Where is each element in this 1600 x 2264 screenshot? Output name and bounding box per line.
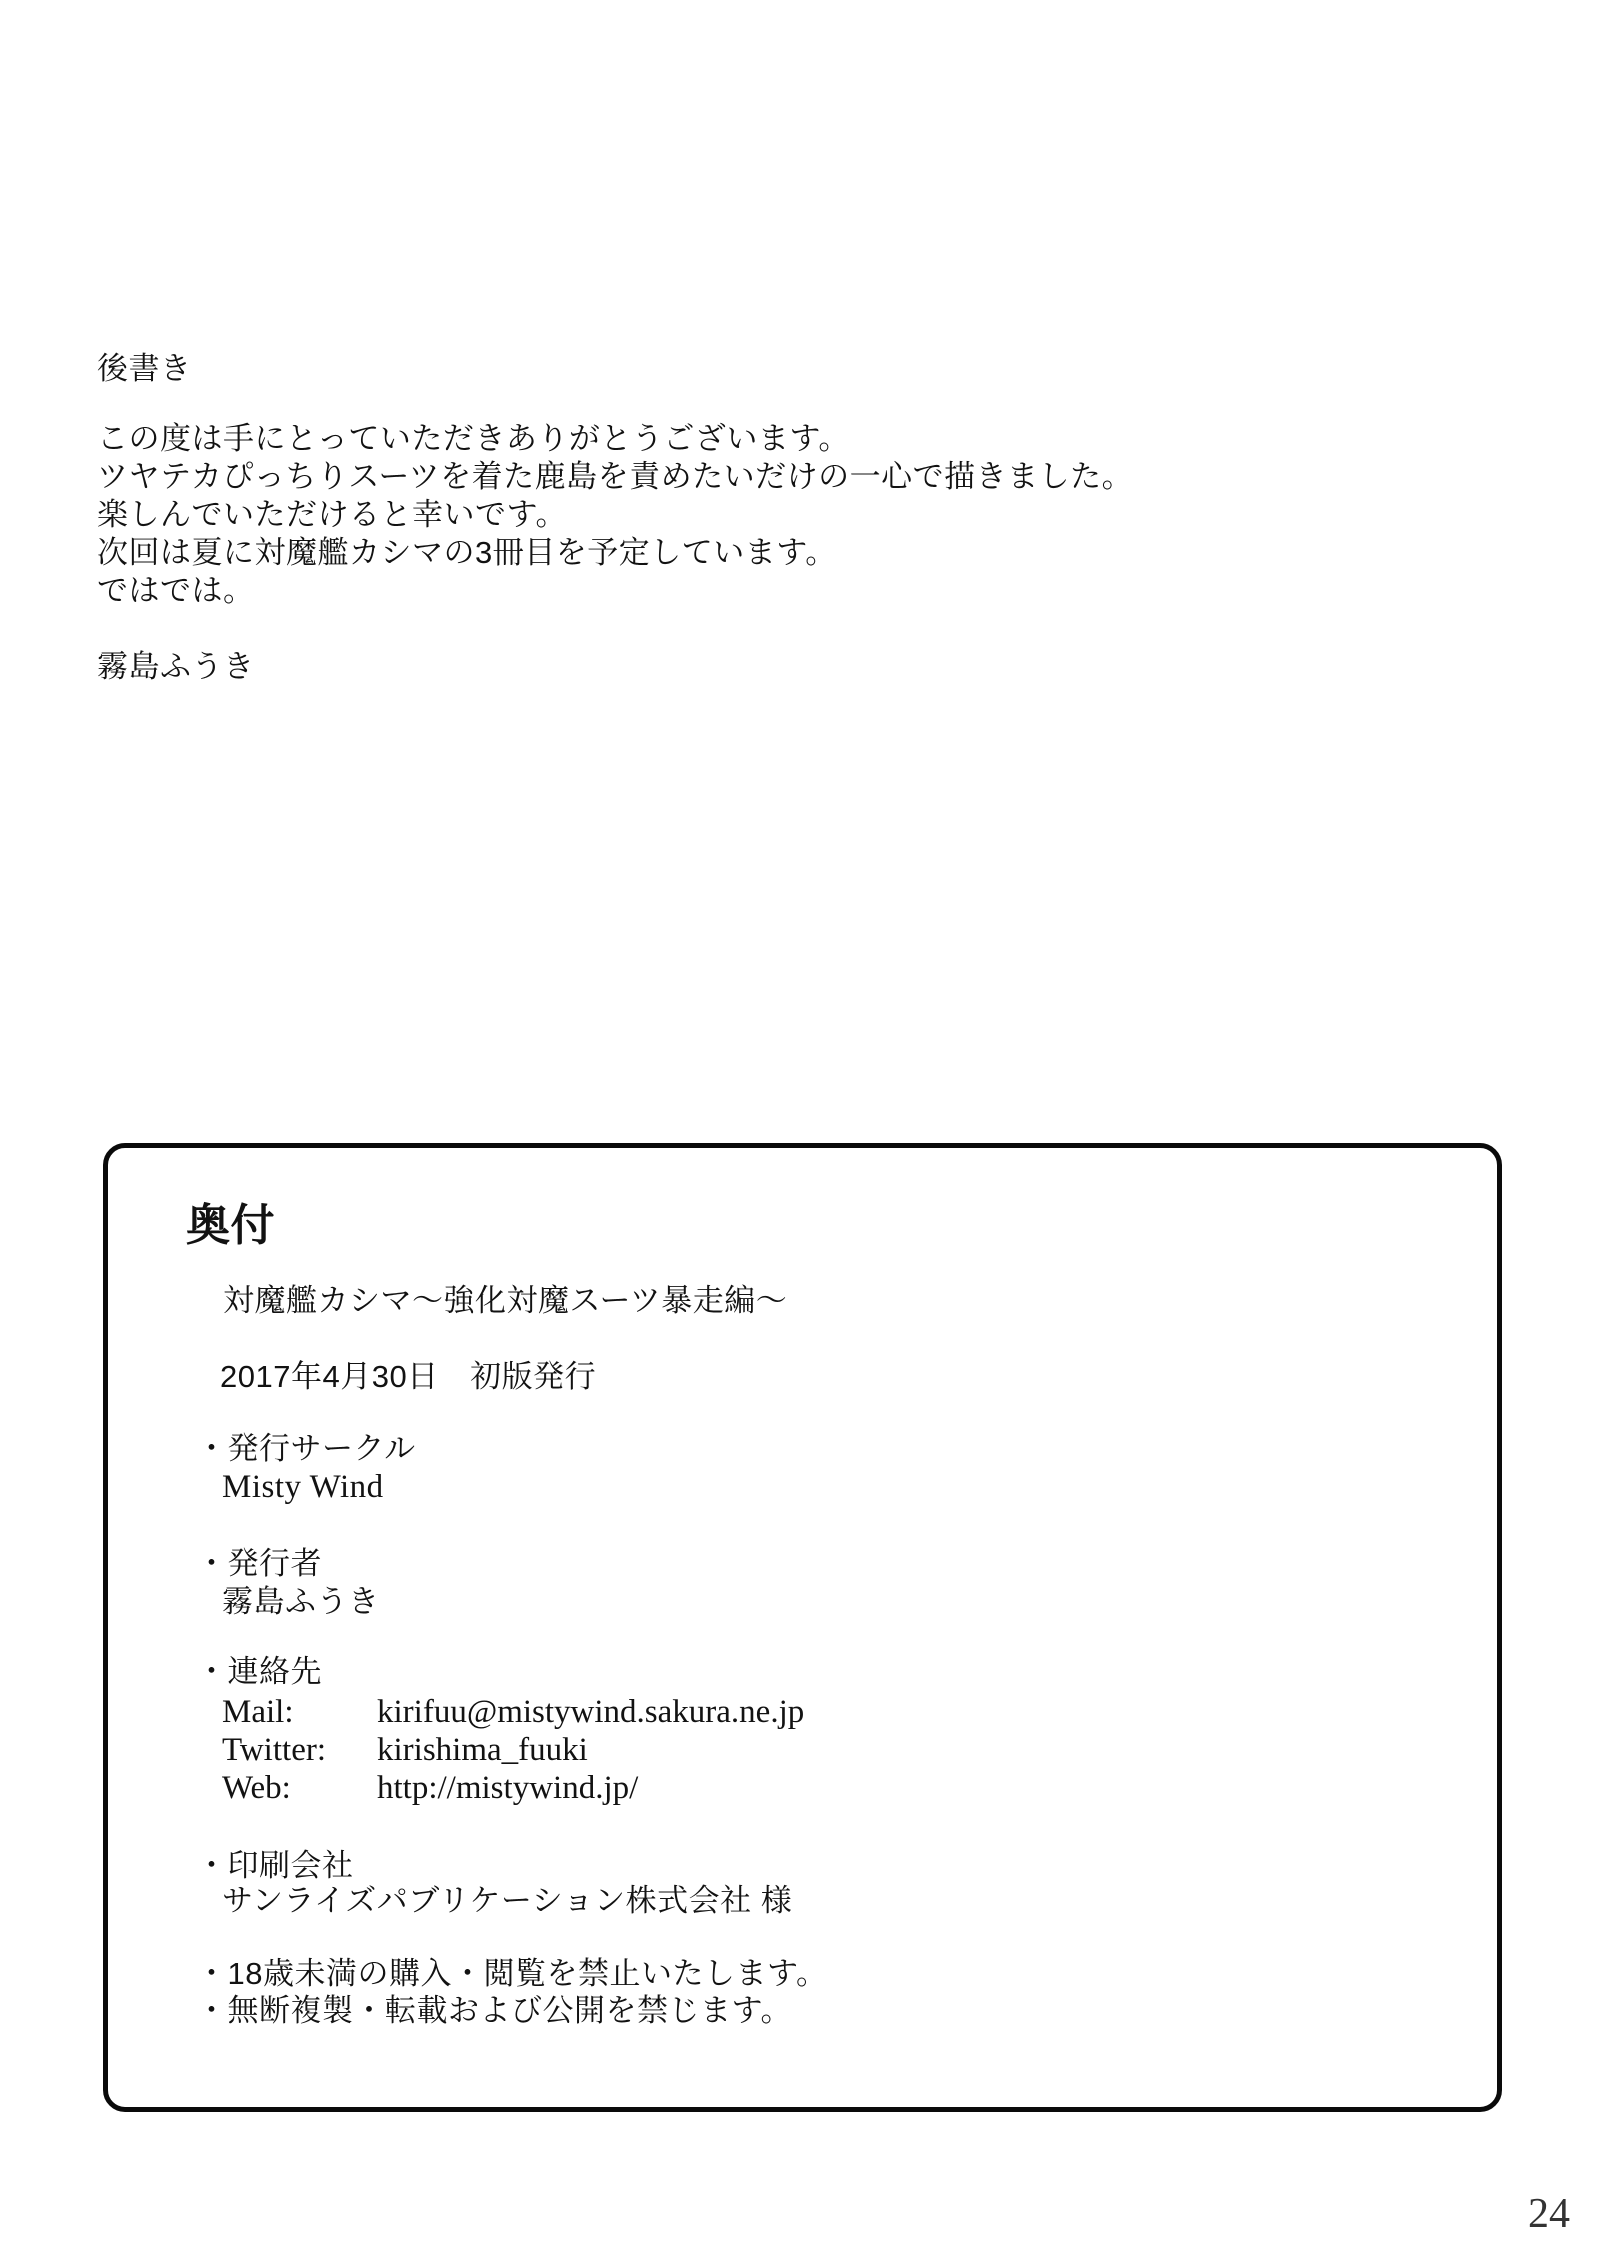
circle-name: Misty Wind [222,1469,384,1505]
colophon-heading: 奥付 [186,1201,275,1250]
contact-value-email: kirifuu@mistywind.sakura.ne.jp [377,1694,805,1730]
afterword-signature: 霧島ふうき [97,649,255,684]
publisher-name: 霧島ふうき [222,1584,380,1619]
contact-row-twitter [222,1731,588,1769]
afterword-heading: 後書き [97,351,192,386]
afterword-line: 次回は夏に対魔艦カシマの3冊目を予定しています。 [97,535,837,570]
edition-date: 2017年4月30日 初版発行 [220,1359,597,1394]
afterword-line: この度は手にとっていただきありがとうございます。 [97,421,850,456]
contact-value-url: http://mistywind.jp/ [377,1770,639,1806]
colophon-box [103,1143,1502,2112]
contact-row-web [222,1769,638,1807]
contact-key: Mail: [222,1694,294,1730]
notice-line: ・無断複製・転載および公開を禁じます。 [196,1993,793,2028]
contact-row-mail [222,1693,804,1731]
contact-key: Twitter: [222,1732,326,1768]
printer-name: サンライズパブリケーション株式会社 様 [222,1883,793,1918]
notice-line: ・18歳未満の購入・閲覧を禁止いたします。 [196,1956,828,1991]
circle-label: ・発行サークル [196,1431,416,1466]
afterword-line: ではでは。 [97,573,255,608]
printer-label: ・印刷会社 [196,1848,354,1883]
page-number: 24 [1528,2191,1570,2237]
contact-value-twitter: kirishima_fuuki [377,1732,588,1768]
afterword-line: ツヤテカぴっちりスーツを着た鹿島を責めたいだけの一心で描きました。 [97,459,1134,494]
book-title: 対魔艦カシマ～強化対魔スーツ暴走編～ [223,1283,788,1318]
contact-label: ・連絡先 [196,1654,322,1689]
contact-key: Web: [222,1770,291,1806]
afterword-line: 楽しんでいただけると幸いです。 [97,497,568,532]
publisher-label: ・発行者 [196,1546,322,1581]
